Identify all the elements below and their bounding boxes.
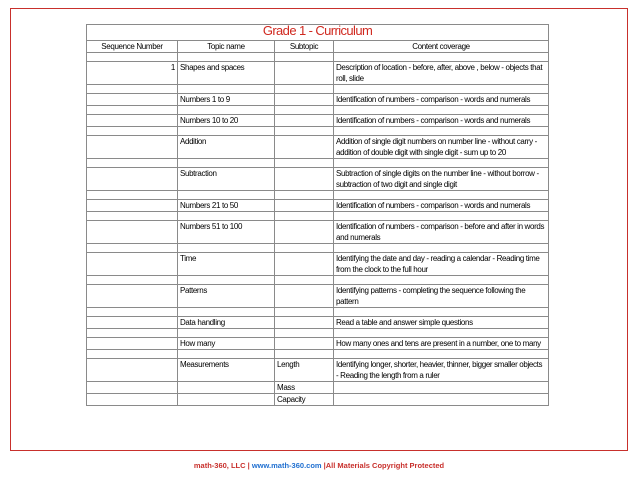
empty-cell [178, 212, 275, 221]
topic-cell [178, 394, 275, 406]
sequence-cell [87, 338, 178, 350]
table-row [87, 115, 549, 127]
spacer-row [87, 85, 549, 94]
column-header-content: Content coverage [334, 41, 549, 53]
empty-cell [275, 127, 334, 136]
footer-url-link[interactable]: www.math-360.com [251, 461, 322, 470]
sequence-cell [87, 200, 178, 212]
empty-cell [334, 329, 549, 338]
content-cell [334, 382, 549, 394]
content-cell: Identification of numbers - comparison - words and numerals [334, 115, 549, 127]
table-row [87, 136, 549, 159]
table-row [87, 94, 549, 106]
empty-cell [178, 276, 275, 285]
empty-cell [87, 127, 178, 136]
sequence-cell [87, 285, 178, 308]
empty-cell [275, 159, 334, 168]
footer-company: math-360, LLC | [193, 461, 252, 470]
sequence-cell: 1 [87, 62, 178, 85]
empty-cell [178, 329, 275, 338]
empty-cell [178, 244, 275, 253]
empty-cell [178, 350, 275, 359]
content-cell: Identifying patterns - completing the sequence following the pattern [334, 285, 549, 308]
empty-cell [178, 106, 275, 115]
sequence-cell [87, 359, 178, 382]
empty-cell [275, 212, 334, 221]
sequence-cell [87, 253, 178, 276]
topic-cell: Numbers 10 to 20 [178, 115, 275, 127]
table-title: Grade 1 - Curriculum [87, 25, 549, 41]
empty-cell [334, 308, 549, 317]
content-cell: Identifying longer, shorter, heavier, thinner, bigger smaller objects - Reading the length from a ruler [334, 359, 549, 382]
empty-cell [87, 191, 178, 200]
empty-cell [334, 106, 549, 115]
empty-cell [178, 53, 275, 62]
empty-cell [87, 329, 178, 338]
subtopic-cell: Length [275, 359, 334, 382]
sequence-cell [87, 394, 178, 406]
empty-cell [87, 350, 178, 359]
sequence-cell [87, 221, 178, 244]
empty-cell [275, 276, 334, 285]
subtopic-cell [275, 338, 334, 350]
spacer-row [87, 53, 549, 62]
table-row [87, 62, 549, 85]
column-header-sequence: Sequence Number [87, 41, 178, 53]
empty-cell [87, 308, 178, 317]
empty-cell [334, 85, 549, 94]
empty-cell [275, 85, 334, 94]
empty-cell [334, 53, 549, 62]
topic-cell: Numbers 21 to 50 [178, 200, 275, 212]
table-row [87, 168, 549, 191]
empty-cell [334, 212, 549, 221]
topic-cell: Numbers 1 to 9 [178, 94, 275, 106]
sequence-cell [87, 136, 178, 159]
empty-cell [334, 276, 549, 285]
topic-cell: Data handling [178, 317, 275, 329]
empty-cell [275, 329, 334, 338]
content-cell: Read a table and answer simple questions [334, 317, 549, 329]
empty-cell [178, 127, 275, 136]
empty-cell [87, 53, 178, 62]
spacer-row [87, 191, 549, 200]
table-row [87, 317, 549, 329]
sequence-cell [87, 94, 178, 106]
subtopic-cell: Capacity [275, 394, 334, 406]
subtopic-cell [275, 253, 334, 276]
empty-cell [178, 159, 275, 168]
spacer-row [87, 127, 549, 136]
empty-cell [87, 106, 178, 115]
subtopic-cell [275, 221, 334, 244]
topic-cell [178, 382, 275, 394]
empty-cell [334, 350, 549, 359]
empty-cell [87, 212, 178, 221]
content-cell: Identification of numbers - comparison - words and numerals [334, 200, 549, 212]
spacer-row [87, 308, 549, 317]
content-cell: How many ones and tens are present in a number, one to many [334, 338, 549, 350]
empty-cell [275, 106, 334, 115]
empty-cell [178, 308, 275, 317]
sequence-cell [87, 168, 178, 191]
empty-cell [275, 244, 334, 253]
empty-cell [275, 350, 334, 359]
subtopic-cell [275, 317, 334, 329]
table-row [87, 253, 549, 276]
empty-cell [87, 276, 178, 285]
topic-cell: Measurements [178, 359, 275, 382]
column-header-subtopic: Subtopic [275, 41, 334, 53]
curriculum-table [86, 24, 549, 406]
topic-cell: Time [178, 253, 275, 276]
subtopic-cell [275, 168, 334, 191]
content-cell: Addition of single digit numbers on number line - without carry - addition of double digit with single digit - sum up to 20 [334, 136, 549, 159]
subtopic-cell [275, 136, 334, 159]
content-cell: Subtraction of single digits on the number line - without borrow - subtraction of two digit and single digit [334, 168, 549, 191]
spacer-row [87, 276, 549, 285]
content-cell [334, 394, 549, 406]
table-row [87, 285, 549, 308]
sequence-cell [87, 115, 178, 127]
table-row [87, 382, 549, 394]
topic-cell: Addition [178, 136, 275, 159]
topic-cell: How many [178, 338, 275, 350]
empty-cell [87, 159, 178, 168]
empty-cell [275, 191, 334, 200]
spacer-row [87, 106, 549, 115]
subtopic-cell [275, 62, 334, 85]
column-header-topic: Topic name [178, 41, 275, 53]
empty-cell [87, 244, 178, 253]
empty-cell [275, 308, 334, 317]
subtopic-cell [275, 285, 334, 308]
subtopic-cell [275, 200, 334, 212]
spacer-row [87, 159, 549, 168]
spacer-row [87, 350, 549, 359]
empty-cell [334, 159, 549, 168]
empty-cell [87, 85, 178, 94]
empty-cell [334, 244, 549, 253]
empty-cell [178, 85, 275, 94]
sequence-cell [87, 382, 178, 394]
topic-cell: Subtraction [178, 168, 275, 191]
empty-cell [178, 191, 275, 200]
subtopic-cell [275, 94, 334, 106]
table-row [87, 221, 549, 244]
empty-cell [334, 127, 549, 136]
content-cell: Identifying the date and day - reading a calendar - Reading time from the clock to the full hour [334, 253, 549, 276]
spacer-row [87, 244, 549, 253]
empty-cell [334, 191, 549, 200]
footer [0, 461, 638, 470]
table-row [87, 338, 549, 350]
content-cell: Description of location - before, after, above , below - objects that roll, slide [334, 62, 549, 85]
content-cell: Identification of numbers - comparison - before and after in words and numerals [334, 221, 549, 244]
spacer-row [87, 212, 549, 221]
table-row [87, 200, 549, 212]
content-cell: Identification of numbers - comparison - words and numerals [334, 94, 549, 106]
topic-cell: Patterns [178, 285, 275, 308]
subtopic-cell [275, 115, 334, 127]
topic-cell: Shapes and spaces [178, 62, 275, 85]
subtopic-cell: Mass [275, 382, 334, 394]
table-row [87, 359, 549, 382]
empty-cell [275, 53, 334, 62]
footer-rights: |All Materials Copyright Protected [321, 461, 445, 470]
table-row [87, 394, 549, 406]
sequence-cell [87, 317, 178, 329]
spacer-row [87, 329, 549, 338]
topic-cell: Numbers 51 to 100 [178, 221, 275, 244]
